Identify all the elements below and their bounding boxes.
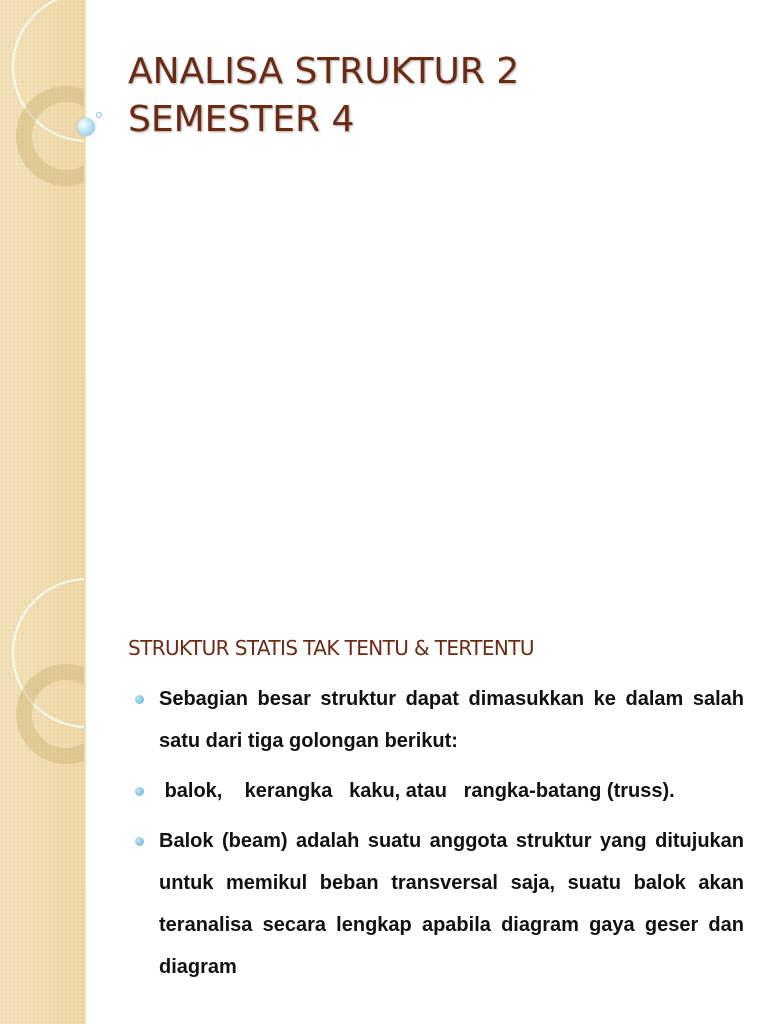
bullet-dot-icon [135,695,144,704]
bullet-dot-icon [135,787,144,796]
sidebar-edge [84,576,87,1024]
sidebar-edge [84,0,87,576]
bullet-text: balok, kerangka kaku, atau rangka-batang (truss). [159,780,675,802]
bullet-list [128,678,744,996]
bullet-dot-icon [135,837,144,846]
list-item [128,820,744,988]
decorative-sidebar [0,576,85,1024]
bubble-icon [77,118,95,136]
list-item [128,770,744,812]
title-line-1: ANALISA STRUKTUR 2 [128,51,520,92]
slide-title [128,48,519,144]
bullet-text: Sebagian besar struktur dapat dimasukkan ke dalam salah satu dari tiga golongan berikut: [159,688,744,752]
small-bubble-icon [96,112,102,118]
decorative-sidebar [0,0,85,576]
section-heading: STRUKTUR STATIS TAK TENTU & TERTENTU [128,636,534,660]
bullet-text: Balok (beam) adalah suatu anggota struktur yang ditujukan untuk memikul beban transversal saja, suatu balok akan teranalisa secara lengkap apabila diagram gaya geser dan diagram [159,830,744,978]
list-item [128,678,744,762]
title-line-2: SEMESTER 4 [128,99,355,140]
